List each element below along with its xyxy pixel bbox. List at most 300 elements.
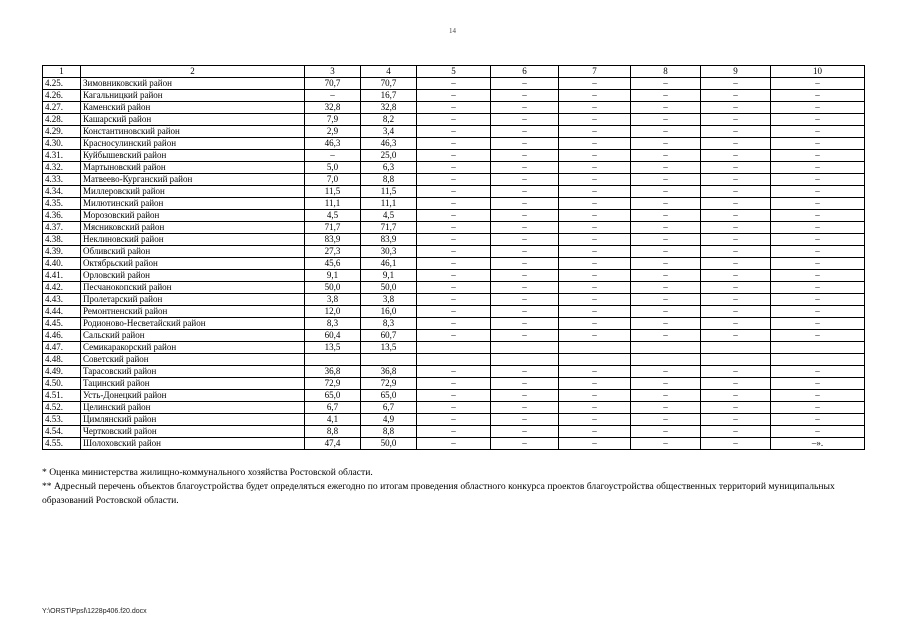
value-col6: – [491,102,559,114]
table-row [43,258,865,270]
district-name: Тарасовский район [81,366,305,378]
value-col10: – [771,270,865,282]
value-col7: – [559,78,631,90]
value-col10: – [771,126,865,138]
district-name: Октябрьский район [81,258,305,270]
value-col6: – [491,318,559,330]
row-number: 4.27. [43,102,81,114]
table-row [43,102,865,114]
district-name: Мясниковский район [81,222,305,234]
district-name: Обливский район [81,246,305,258]
value-col7: – [559,246,631,258]
value-col9: – [701,102,771,114]
value-col5: – [417,282,491,294]
value-col4: 71,7 [361,222,417,234]
footnotes [42,466,864,508]
column-header-1: 1 [43,66,81,78]
value-col5: – [417,78,491,90]
row-number: 4.51. [43,390,81,402]
value-col10: – [771,102,865,114]
value-col3: 11,1 [305,198,361,210]
value-col9: – [701,234,771,246]
row-number: 4.42. [43,282,81,294]
value-col5: – [417,138,491,150]
value-col3: 12,0 [305,306,361,318]
value-col10: – [771,78,865,90]
value-col5: – [417,114,491,126]
value-col6: – [491,222,559,234]
value-col9: – [701,90,771,102]
value-col3: 71,7 [305,222,361,234]
value-col8: – [631,318,701,330]
value-col8: – [631,78,701,90]
value-col4: 11,5 [361,186,417,198]
row-number: 4.41. [43,270,81,282]
value-col7: – [559,306,631,318]
value-col6: – [491,330,559,342]
value-col6: – [491,306,559,318]
value-col7: – [559,234,631,246]
value-col6: – [491,186,559,198]
value-col7: – [559,258,631,270]
value-col6: – [491,258,559,270]
value-col8: – [631,402,701,414]
value-col8 [631,342,701,354]
value-col4: 72,9 [361,378,417,390]
value-col8: – [631,102,701,114]
table-row [43,354,865,366]
value-col8: – [631,186,701,198]
value-col8: – [631,294,701,306]
row-number: 4.46. [43,330,81,342]
row-number: 4.38. [43,234,81,246]
value-col4: 8,8 [361,426,417,438]
table-row [43,90,865,102]
value-col4: 8,2 [361,114,417,126]
row-number: 4.54. [43,426,81,438]
file-path: Y:\ORST\Ppsl\1228p406.f20.docx [42,608,147,615]
value-col10: – [771,198,865,210]
district-name: Чертковский район [81,426,305,438]
value-col9: – [701,294,771,306]
value-col5: – [417,270,491,282]
district-name: Неклиновский район [81,234,305,246]
value-col4 [361,354,417,366]
value-col3: 9,1 [305,270,361,282]
value-col5: – [417,258,491,270]
value-col9 [701,342,771,354]
district-name: Советский район [81,354,305,366]
column-header-8: 8 [631,66,701,78]
table-row [43,438,865,450]
value-col4: 6,7 [361,402,417,414]
value-col10 [771,342,865,354]
value-col7: – [559,162,631,174]
column-header-10: 10 [771,66,865,78]
district-name: Орловский район [81,270,305,282]
value-col10: – [771,318,865,330]
district-name: Милютинский район [81,198,305,210]
value-col5: – [417,390,491,402]
value-col6: – [491,78,559,90]
value-col8: – [631,258,701,270]
row-number: 4.44. [43,306,81,318]
row-number: 4.52. [43,402,81,414]
value-col5: – [417,318,491,330]
value-col10: – [771,330,865,342]
value-col7: – [559,114,631,126]
table-row [43,162,865,174]
value-col8: – [631,390,701,402]
page-number: 14 [449,27,456,35]
value-col8: – [631,114,701,126]
value-col6: – [491,282,559,294]
table-row [43,222,865,234]
value-col3: 4,5 [305,210,361,222]
row-number: 4.34. [43,186,81,198]
value-col8: – [631,282,701,294]
value-col5: – [417,402,491,414]
value-col6: – [491,126,559,138]
table-row [43,378,865,390]
district-name: Кагальницкий район [81,90,305,102]
value-col3: 8,3 [305,318,361,330]
value-col8: – [631,222,701,234]
value-col10: – [771,138,865,150]
value-col7: – [559,426,631,438]
value-col9: – [701,270,771,282]
district-name: Константиновский район [81,126,305,138]
value-col7: – [559,138,631,150]
value-col5 [417,354,491,366]
value-col6 [491,342,559,354]
value-col10: – [771,114,865,126]
value-col7: – [559,210,631,222]
value-col3: – [305,90,361,102]
value-col6: – [491,294,559,306]
value-col3: 45,6 [305,258,361,270]
value-col10: – [771,414,865,426]
value-col4: 83,9 [361,234,417,246]
district-name: Морозовский район [81,210,305,222]
value-col4: 4,9 [361,414,417,426]
value-col3: 47,4 [305,438,361,450]
value-col9: – [701,78,771,90]
value-col9: – [701,186,771,198]
value-col8: – [631,414,701,426]
district-name: Ремонтненский район [81,306,305,318]
value-col4: 8,8 [361,174,417,186]
value-col5: – [417,378,491,390]
value-col5: – [417,294,491,306]
value-col10: – [771,306,865,318]
value-col9: – [701,114,771,126]
value-col6: – [491,378,559,390]
district-name: Кашарский район [81,114,305,126]
value-col10: – [771,258,865,270]
table-row [43,114,865,126]
value-col3: 36,8 [305,366,361,378]
value-col6 [491,354,559,366]
value-col7: – [559,390,631,402]
value-col3: 70,7 [305,78,361,90]
value-col5: – [417,174,491,186]
value-col10: – [771,426,865,438]
value-col8: – [631,90,701,102]
row-number: 4.40. [43,258,81,270]
value-col9: – [701,198,771,210]
value-col7: – [559,102,631,114]
value-col10: – [771,390,865,402]
value-col7: – [559,414,631,426]
value-col5: – [417,414,491,426]
value-col3: 60,4 [305,330,361,342]
value-col8: – [631,246,701,258]
value-col4: 11,1 [361,198,417,210]
value-col5: – [417,102,491,114]
value-col3: 83,9 [305,234,361,246]
footnote-2: ** Адресный перечень объектов благоустройства будет определяться ежегодно по итогам проведения областного конкурса проектов благоустройства общественных территорий муниципальных образований Ростовской области. [42,481,835,506]
value-col4: 36,8 [361,366,417,378]
row-number: 4.37. [43,222,81,234]
value-col3: 46,3 [305,138,361,150]
value-col5: – [417,198,491,210]
value-col7: – [559,90,631,102]
table-row [43,414,865,426]
value-col10: – [771,282,865,294]
value-col3: 3,8 [305,294,361,306]
value-col3: 72,9 [305,378,361,390]
value-col9: – [701,246,771,258]
value-col6: – [491,366,559,378]
value-col7: – [559,402,631,414]
table-row [43,150,865,162]
table-row [43,318,865,330]
value-col7: – [559,150,631,162]
value-col9: – [701,210,771,222]
value-col4: 60,7 [361,330,417,342]
table-row [43,270,865,282]
value-col7: – [559,270,631,282]
value-col4: 3,4 [361,126,417,138]
value-col9: – [701,306,771,318]
footnote-1: * Оценка министерства жилищно-коммунального хозяйства Ростовской области. [42,467,373,478]
value-col8: – [631,150,701,162]
value-col9: – [701,390,771,402]
value-col6: – [491,90,559,102]
row-number: 4.39. [43,246,81,258]
row-number: 4.50. [43,378,81,390]
row-number: 4.55. [43,438,81,450]
district-name: Миллеровский район [81,186,305,198]
value-col9: – [701,402,771,414]
value-col5: – [417,150,491,162]
column-header-4: 4 [361,66,417,78]
row-number: 4.30. [43,138,81,150]
value-col4: 9,1 [361,270,417,282]
value-col3: 32,8 [305,102,361,114]
value-col6: – [491,234,559,246]
table-row [43,126,865,138]
row-number: 4.45. [43,318,81,330]
value-col10: – [771,378,865,390]
row-number: 4.25. [43,78,81,90]
column-header-9: 9 [701,66,771,78]
table-row [43,174,865,186]
value-col8: – [631,306,701,318]
value-col8: – [631,198,701,210]
row-number: 4.49. [43,366,81,378]
value-col9: – [701,426,771,438]
value-col10: – [771,294,865,306]
value-col4: 16,7 [361,90,417,102]
value-col7: – [559,438,631,450]
district-name: Куйбышевский район [81,150,305,162]
value-col5: – [417,306,491,318]
value-col10: – [771,234,865,246]
row-number: 4.53. [43,414,81,426]
value-col8: – [631,330,701,342]
table-row [43,186,865,198]
value-col4: 65,0 [361,390,417,402]
value-col6: – [491,390,559,402]
value-col9 [701,354,771,366]
value-col3: 13,5 [305,342,361,354]
value-col4: 30,3 [361,246,417,258]
district-name: Пролетарский район [81,294,305,306]
value-col8: – [631,210,701,222]
row-number: 4.29. [43,126,81,138]
value-col8: – [631,126,701,138]
value-col8: – [631,438,701,450]
table-header-row [43,66,865,78]
value-col4: 46,1 [361,258,417,270]
value-col10: – [771,222,865,234]
value-col4: 50,0 [361,438,417,450]
district-name: Шолоховский район [81,438,305,450]
value-col6: – [491,426,559,438]
row-number: 4.28. [43,114,81,126]
value-col4: 25,0 [361,150,417,162]
district-name: Семикаракорский район [81,342,305,354]
value-col10: – [771,162,865,174]
district-name: Цимлянский район [81,414,305,426]
district-name: Родионово-Несветайский район [81,318,305,330]
value-col5: – [417,330,491,342]
value-col8: – [631,378,701,390]
value-col8: – [631,426,701,438]
value-col9: – [701,126,771,138]
value-col5: – [417,426,491,438]
value-col7: – [559,222,631,234]
value-col5: – [417,438,491,450]
value-col3: 11,5 [305,186,361,198]
district-name: Целинский район [81,402,305,414]
value-col10: – [771,366,865,378]
value-col4: 32,8 [361,102,417,114]
table-row [43,138,865,150]
row-number: 4.48. [43,354,81,366]
value-col4: 6,3 [361,162,417,174]
value-col7: – [559,378,631,390]
value-col10: –». [771,438,865,450]
value-col6: – [491,270,559,282]
value-col4: 4,5 [361,210,417,222]
value-col9: – [701,150,771,162]
value-col9: – [701,258,771,270]
table-row [43,342,865,354]
table-row [43,294,865,306]
value-col8: – [631,174,701,186]
table-row [43,234,865,246]
value-col8: – [631,270,701,282]
district-name: Усть-Донецкий район [81,390,305,402]
row-number: 4.47. [43,342,81,354]
district-name: Тацинский район [81,378,305,390]
district-name: Матвеево-Курганский район [81,174,305,186]
value-col7: – [559,318,631,330]
value-col4: 8,3 [361,318,417,330]
value-col10: – [771,174,865,186]
value-col4: 50,0 [361,282,417,294]
value-col6: – [491,210,559,222]
value-col3: 8,8 [305,426,361,438]
row-number: 4.31. [43,150,81,162]
value-col6: – [491,198,559,210]
value-col5: – [417,246,491,258]
value-col9: – [701,378,771,390]
value-col9: – [701,366,771,378]
value-col5: – [417,210,491,222]
value-col4: 70,7 [361,78,417,90]
district-name: Красносулинский район [81,138,305,150]
column-header-7: 7 [559,66,631,78]
column-header-3: 3 [305,66,361,78]
value-col9: – [701,222,771,234]
value-col6: – [491,246,559,258]
value-col7 [559,354,631,366]
value-col7: – [559,198,631,210]
value-col4: 3,8 [361,294,417,306]
value-col3: 2,9 [305,126,361,138]
value-col3: 5,0 [305,162,361,174]
value-col10: – [771,90,865,102]
value-col4: 13,5 [361,342,417,354]
value-col3: 4,1 [305,414,361,426]
value-col8 [631,354,701,366]
row-number: 4.32. [43,162,81,174]
value-col10: – [771,402,865,414]
value-col8: – [631,234,701,246]
value-col3: 6,7 [305,402,361,414]
district-name: Каменский район [81,102,305,114]
value-col3: 27,3 [305,246,361,258]
value-col3: 65,0 [305,390,361,402]
table-body [43,78,865,450]
value-col7: – [559,330,631,342]
table-row [43,366,865,378]
value-col8: – [631,162,701,174]
table-row [43,282,865,294]
value-col6: – [491,174,559,186]
value-col9: – [701,438,771,450]
district-name: Сальский район [81,330,305,342]
row-number: 4.43. [43,294,81,306]
table-row [43,210,865,222]
value-col5: – [417,162,491,174]
table-row [43,426,865,438]
value-col4: 16,0 [361,306,417,318]
